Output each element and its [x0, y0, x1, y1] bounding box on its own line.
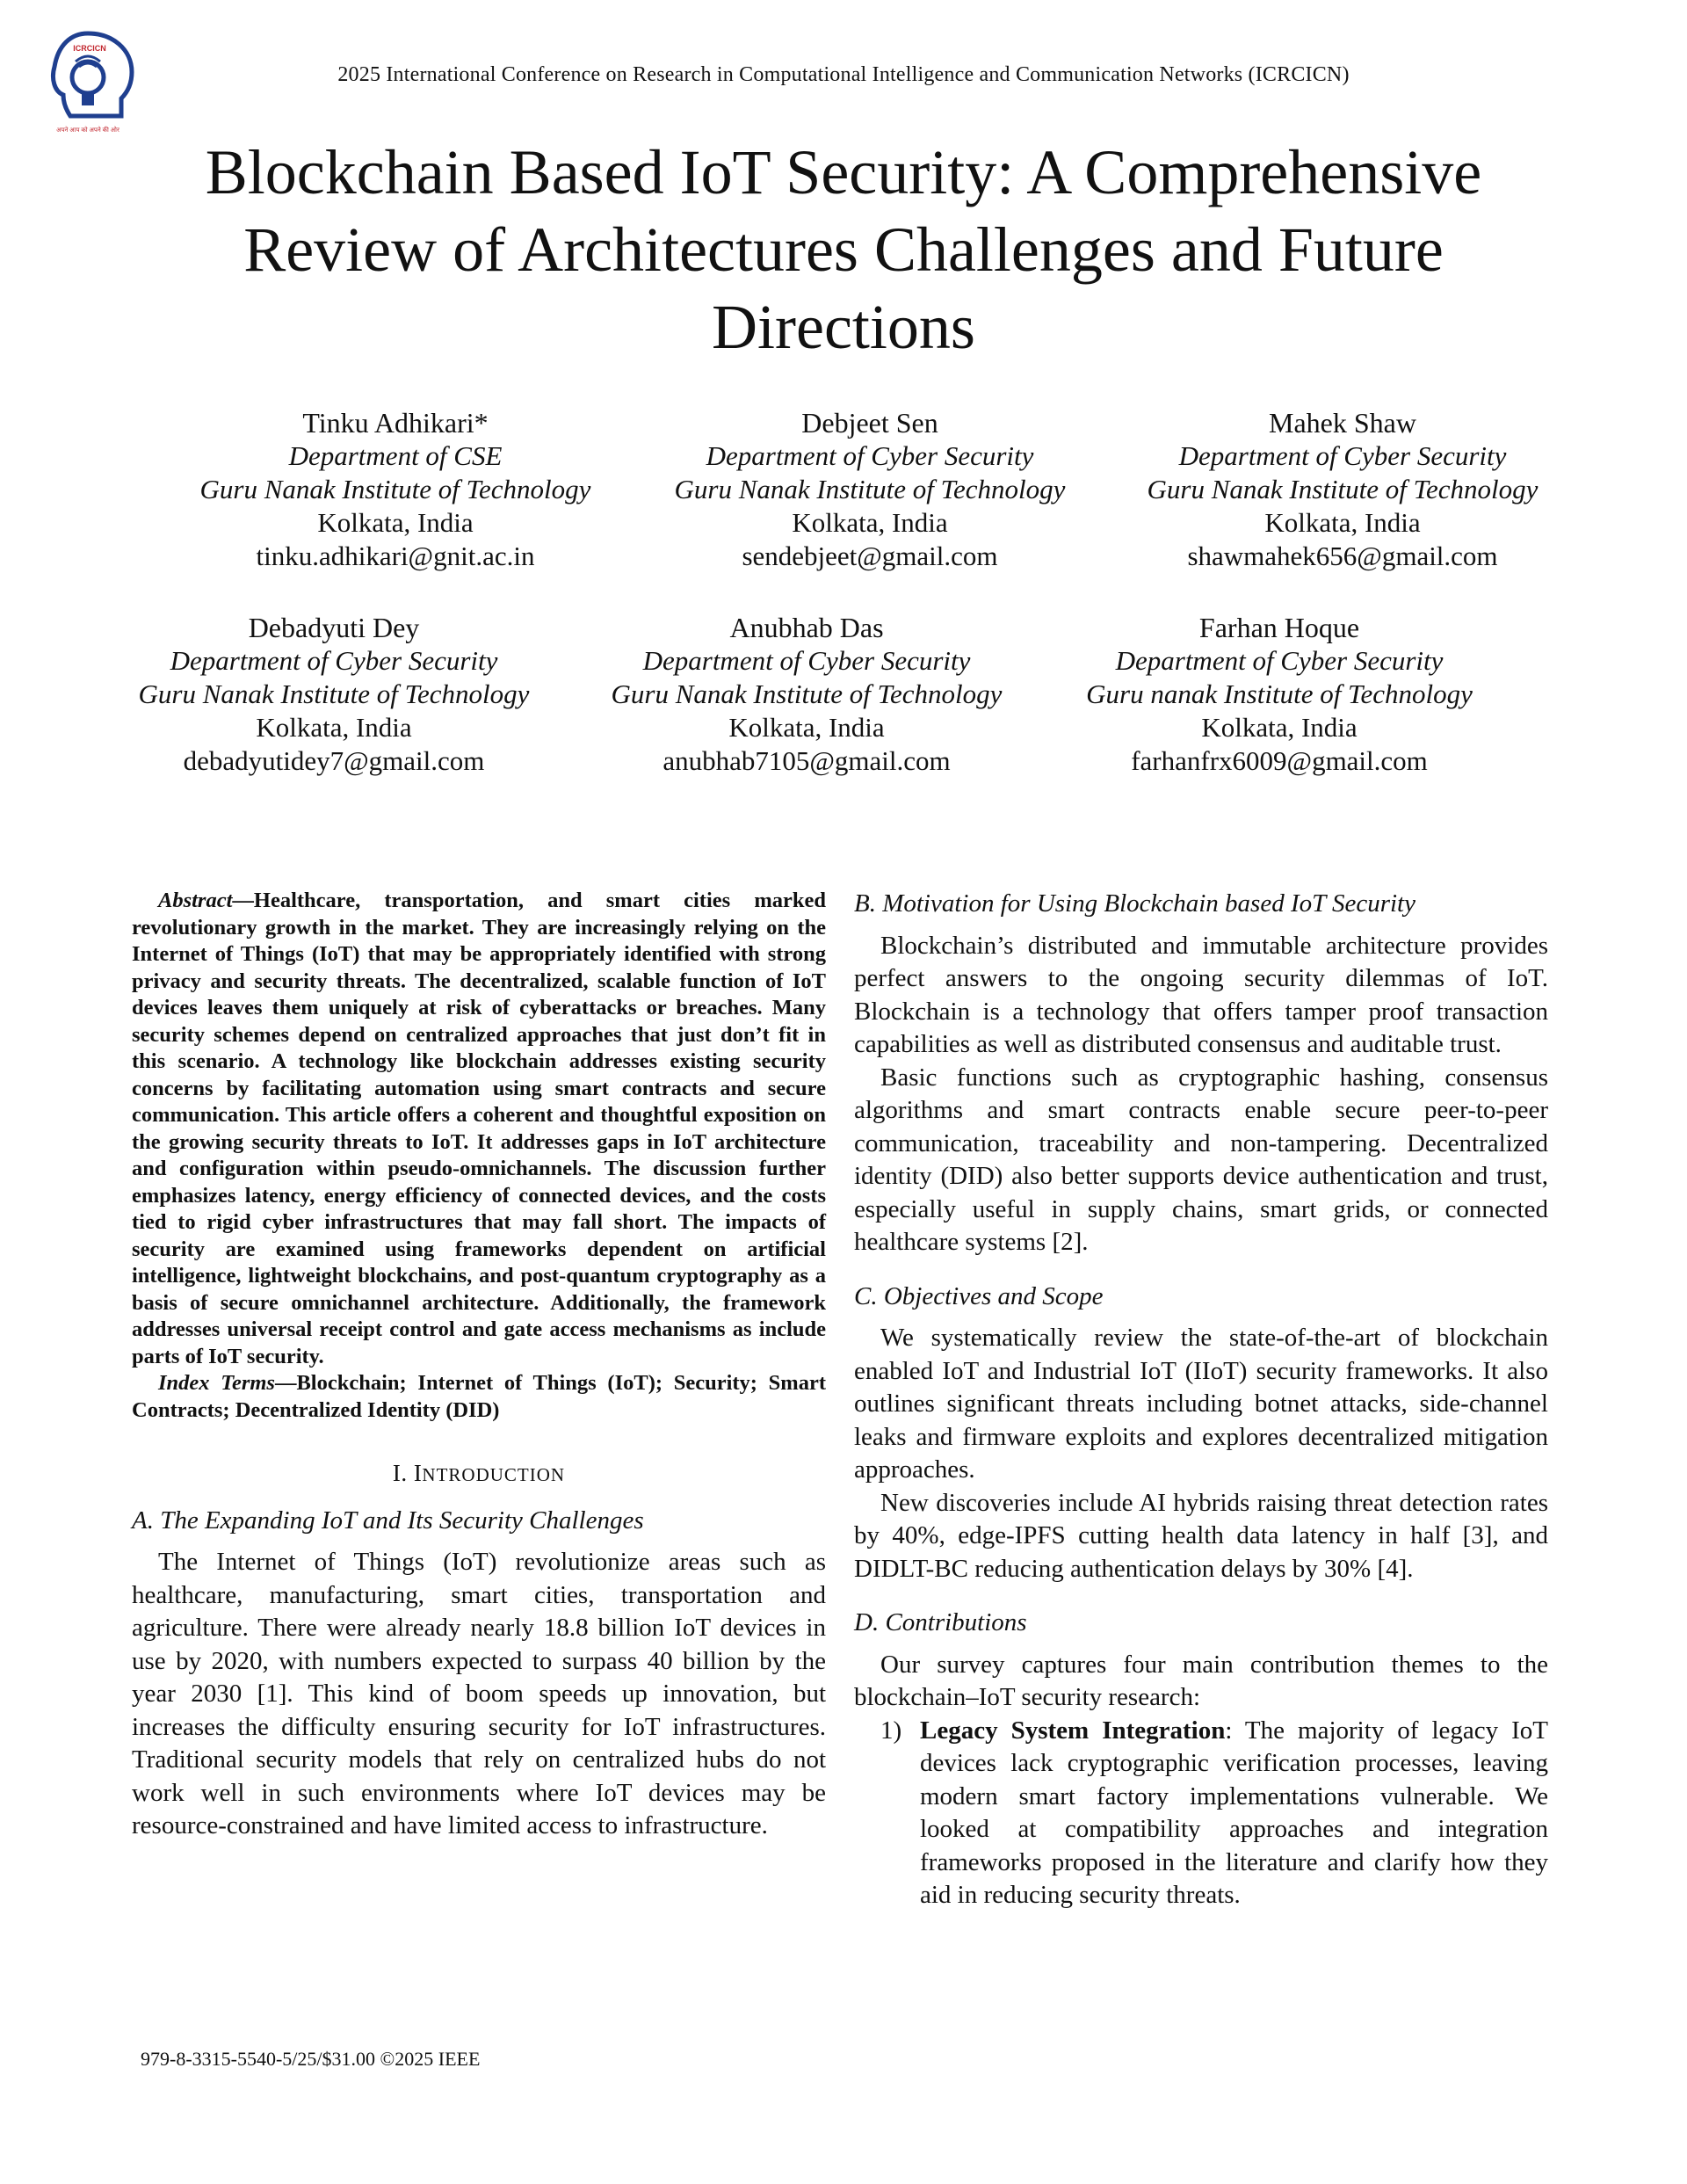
author-name: Tinku Adhikari* [302, 407, 489, 439]
paragraph: Our survey captures four main contribution themes to the blockchain–IoT security research: [854, 1650, 1548, 1711]
author-inst: Guru Nanak Institute of Technology [674, 474, 1066, 504]
index-terms-text: Blockchain; Internet of Things (IoT); Security; Smart Contracts; Decentralized Identity (DID) [132, 1371, 826, 1422]
subsection-heading: C. Objectives and Scope [854, 1281, 1104, 1310]
author-inst: Guru Nanak Institute of Technology [1147, 474, 1539, 504]
author-block [88, 611, 580, 778]
author-inst: Guru Nanak Institute of Technology [138, 678, 530, 709]
author-block [149, 406, 641, 573]
title-line: Blockchain Based IoT Security: A Comprehensive [205, 137, 1482, 207]
author-city: Kolkata, India [1201, 712, 1358, 743]
paragraph: The Internet of Things (IoT) revolutionize areas such as healthcare, manufacturing, smart cities, transportation and agriculture. There were already nearly 18.8 billion IoT devices in use by 2020, with numbers expected to surpass 40 billion by the year 2030 [1]. This kind of boom speeds up innovation, but increases the difficulty ensuring security for IoT infrastructures. Traditional security models that rely on centralized hubs do not work well in such environments where IoT devices may be resource-constrained and have limited access to infrastructure. [132, 1548, 826, 1839]
author-name: Debadyuti Dey [248, 612, 420, 643]
conference-header: 2025 International Conference on Research in Computational Intelligence and Communication Networks (ICRCICN) [337, 63, 1350, 86]
paragraph: We systematically review the state-of-the-art of blockchain enabled IoT and Industrial IoT (IIoT) security frameworks. It also outlines significant threats including botnet attacks, side-channel leaks and firmware exploits and explores decentralized mitigation approaches. [854, 1324, 1548, 1484]
author-name: Mahek Shaw [1269, 407, 1416, 439]
author-city: Kolkata, India [792, 507, 948, 538]
author-block [561, 611, 1053, 778]
index-terms-label: Index Terms [158, 1371, 275, 1395]
copyright-footer: 979-8-3315-5540-5/25/$31.00 ©2025 IEEE [141, 2048, 481, 2070]
author-email[interactable]: farhanfrx6009@gmail.com [1131, 745, 1428, 776]
author-dept: Department of CSE [288, 440, 503, 471]
author-dept: Department of Cyber Security [1178, 440, 1507, 471]
author-name: Farhan Hoque [1198, 612, 1360, 643]
paragraph: Basic functions such as cryptographic hashing, consensus algorithms and smart contracts enable secure peer-to-peer communication, traceability and non-tampering. Decentralized identity (DID) also better supports device authentication and trust, especially useful in supply chains, smart grids, or connected healthcare systems [2]. [854, 1063, 1548, 1256]
svg-text:अपने आप को अपने की ओर: अपने आप को अपने की ओर [56, 127, 119, 134]
abstract-text: Healthcare, transportation, and smart cities marked revolutionary growth in the market. They are increasingly relying on the Internet of Things (IoT) that may be appropriately identified with strong privacy and security threats. The decentralized, scalable function of IoT devices leaves them uniquely at risk of cyberattacks or breaches. Many security schemes depend on centralized approaches that just don’t fit in this scenario. A technology like blockchain addresses existing security concerns by facilitating automation using smart contracts and secure communication. This article offers a coherent and thoughtful exposition on the growing security threats to IoT. It addresses gaps in IoT architecture and configuration within pseudo-omnichannels. The discussion further emphasizes latency, energy efficiency of connected devices, and the costs tied to rigid cyber infrastructures that may fall short. The impacts of security are examined using frameworks dependent on artificial intelligence, lightweight blockchains, and post-quantum cryptography as a basis of secure omnichannel architecture. Additionally, the framework addresses universal receipt control and gate access mechanisms as include parts of IoT security. [132, 889, 826, 1368]
abstract-label: Abstract [158, 889, 233, 912]
author-dept: Department of Cyber Security [170, 645, 498, 676]
author-block [624, 406, 1116, 573]
right-column [854, 888, 1548, 1912]
abstract: Abstract—Healthcare, transportation, and smart cities marked revolutionary growth in the market. They are increasingly relying on the Internet of Things (IoT) that may be appropriately identified with strong privacy and security threats. The decentralized, scalable function of IoT devices leaves them uniquely at risk of cyberattacks or breaches. Many security schemes depend on centralized approaches that just don’t fit in this scenario. A technology like blockchain addresses existing security concerns by facilitating automation using smart contracts and secure communication. This article offers a coherent and thoughtful exposition on the growing security threats to IoT. It addresses gaps in IoT architecture and configuration within pseudo-omnichannels. The discussion further emphasizes latency, energy efficiency of connected devices, and the costs tied to rigid cyber infrastructures that may fall short. The impacts of security are examined using frameworks dependent on artificial intelligence, lightweight blockchains, and post-quantum cryptography as a basis of secure omnichannel architecture. Additionally, the framework addresses universal receipt control and gate access mechanisms as include parts of IoT security. [132, 889, 826, 1368]
subsection-heading: A. The Expanding IoT and Its Security Challenges [132, 1506, 644, 1535]
svg-text:ICRCICN: ICRCICN [73, 44, 106, 53]
author-city: Kolkata, India [728, 712, 885, 743]
list-number: 1) [880, 1716, 902, 1745]
contribution-list [854, 1715, 1548, 1912]
author-name: Debjeet Sen [801, 407, 938, 439]
subsection-heading: B. Motivation for Using Blockchain based IoT Security [854, 889, 1415, 918]
section-heading: I. INTRODUCTION [392, 1460, 566, 1486]
author-dept: Department of Cyber Security [1115, 645, 1444, 676]
author-email[interactable]: anubhab7105@gmail.com [662, 745, 951, 776]
author-inst: Guru nanak Institute of Technology [1086, 678, 1473, 709]
title-line: Directions [712, 292, 975, 362]
paragraph: Blockchain’s distributed and immutable architecture provides perfect answers to the ongoing security dilemmas of IoT. Blockchain is a technology that offers tamper proof transaction capabilities as well as distributed consensus and auditable trust. [854, 931, 1548, 1058]
author-city: Kolkata, India [317, 507, 474, 538]
author-city: Kolkata, India [256, 712, 412, 743]
author-block [1033, 611, 1525, 778]
subsection-heading: D. Contributions [854, 1608, 1027, 1636]
author-dept: Department of Cyber Security [642, 645, 971, 676]
paragraph: New discoveries include AI hybrids raising threat detection rates by 40%, edge-IPFS cutting health data latency in half [3], and DIDLT-BC reducing authentication delays by 30% [4]. [854, 1488, 1548, 1583]
list-item-title: Legacy System Integration [920, 1716, 1226, 1745]
author-inst: Guru Nanak Institute of Technology [611, 678, 1003, 709]
paper-title [105, 134, 1582, 366]
author-name: Anubhab Das [729, 612, 884, 643]
author-email[interactable]: debadyutidey7@gmail.com [183, 745, 485, 776]
author-block [1097, 406, 1589, 573]
left-column [132, 888, 826, 1843]
list-item [854, 1715, 1548, 1912]
author-email[interactable]: tinku.adhikari@gnit.ac.in [256, 541, 535, 571]
author-dept: Department of Cyber Security [706, 440, 1034, 471]
title-line: Review of Architectures Challenges and Future [243, 214, 1444, 285]
index-terms: Index Terms—Blockchain; Internet of Things (IoT); Security; Smart Contracts; Decentralized Identity (DID) [132, 1371, 826, 1422]
author-email[interactable]: shawmahek656@gmail.com [1187, 541, 1498, 571]
author-city: Kolkata, India [1264, 507, 1421, 538]
author-inst: Guru Nanak Institute of Technology [199, 474, 591, 504]
list-item-text: : The majority of legacy IoT devices lack cryptographic verification processes, leaving modern smart factory implementations vulnerable. We looked at compatibility approaches and integration frameworks proposed in the literature and clarify how they aid in reducing security threats. [920, 1716, 1549, 1909]
author-email[interactable]: sendebjeet@gmail.com [742, 541, 998, 571]
